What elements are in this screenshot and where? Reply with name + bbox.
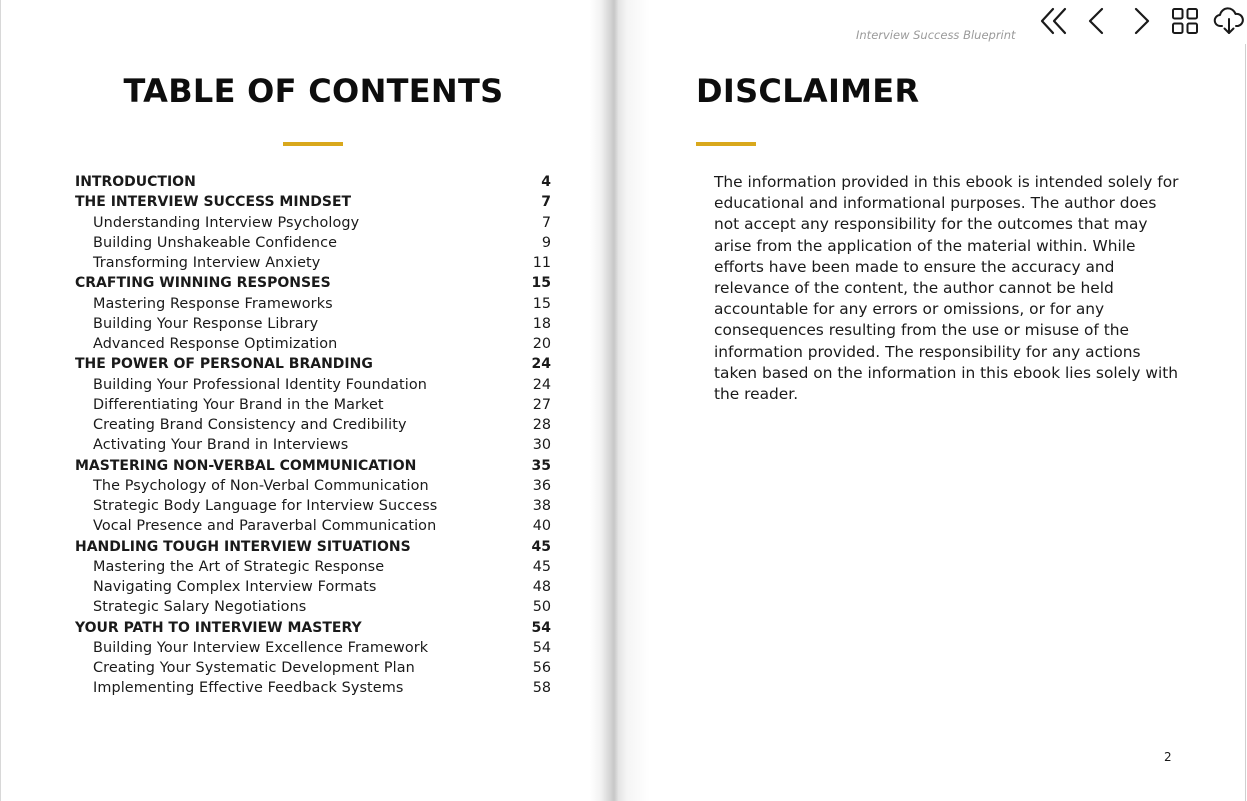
toc-entry-label: THE POWER OF PERSONAL BRANDING xyxy=(75,356,373,373)
toc-subsection-row[interactable] xyxy=(75,314,551,334)
toc-entry-page-number: 58 xyxy=(532,680,551,697)
grid-view-button[interactable] xyxy=(1170,4,1200,38)
toc-subsection-row[interactable] xyxy=(75,476,551,496)
toc-chapter-row[interactable] xyxy=(75,273,551,293)
toc-entry-label: YOUR PATH TO INTERVIEW MASTERY xyxy=(75,619,362,636)
previous-page-button[interactable] xyxy=(1082,4,1110,38)
running-header: Interview Success Blueprint xyxy=(856,28,1016,42)
toc-entry-page-number: 45 xyxy=(531,538,551,555)
toc-entry-page-number: 48 xyxy=(532,579,551,595)
toc-title: TABLE OF CONTENTS xyxy=(123,72,504,110)
toc-entry-label: HANDLING TOUGH INTERVIEW SITUATIONS xyxy=(75,538,411,555)
toc-entry-page-number: 54 xyxy=(532,639,551,656)
toc-entry-page-number: 9 xyxy=(541,234,551,251)
toc-chapter-row[interactable] xyxy=(75,456,551,476)
toc-entry-page-number: 40 xyxy=(532,518,551,535)
toc-entry-page-number: 15 xyxy=(531,275,551,292)
toc-entry-page-number: 24 xyxy=(531,356,551,373)
toc-entry-page-number: 20 xyxy=(532,336,551,352)
toc-chapter-row[interactable] xyxy=(75,192,551,212)
toc-entry-label: Creating Brand Consistency and Credibility xyxy=(93,417,407,433)
toc-subsection-row[interactable] xyxy=(75,375,551,395)
toc-entry-label: Implementing Effective Feedback Systems xyxy=(93,680,404,697)
toc-entry-label: CRAFTING WINNING RESPONSES xyxy=(75,275,331,292)
toc-entry-label: Advanced Response Optimization xyxy=(93,336,338,352)
toc-subsection-row[interactable] xyxy=(75,516,551,536)
toc-entry-page-number: 38 xyxy=(532,498,551,514)
toc-subsection-row[interactable] xyxy=(75,435,551,455)
toc-chapter-row[interactable] xyxy=(75,172,551,192)
toc-entry-page-number: 35 xyxy=(531,457,551,474)
toc-entry-page-number: 30 xyxy=(532,437,551,454)
double-chevron-left-icon xyxy=(1038,6,1068,36)
toc-entry-page-number: 54 xyxy=(531,619,551,636)
toc-subsection-row[interactable] xyxy=(75,638,551,658)
chevron-right-icon xyxy=(1131,6,1153,36)
disclaimer-body: The information provided in this ebook is intended solely for educational and informational purposes. The author does not accept any responsibility for the outcomes that may arise from the application of the material within. While efforts have been made to ensure the accuracy and relevance of the content, the author cannot be held accountable for any errors or omissions, or for any consequences resulting from the use or misuse of the information provided. The responsibility for any actions taken based on the information in this ebook lies solely with the reader. xyxy=(714,173,1179,404)
grid-view-icon xyxy=(1171,7,1199,35)
toc-entry-page-number: 15 xyxy=(532,295,551,312)
download-button[interactable] xyxy=(1212,4,1246,38)
toc-entry-label: Building Your Response Library xyxy=(93,315,319,332)
toc-entry-label: Transforming Interview Anxiety xyxy=(93,255,321,271)
toc-entry-label: Building Your Interview Excellence Framework xyxy=(93,639,429,656)
toc-subsection-row[interactable] xyxy=(75,577,551,597)
chevron-left-icon xyxy=(1085,6,1107,36)
left-page xyxy=(0,0,604,801)
toc-chapter-row[interactable] xyxy=(75,618,551,638)
page-edge xyxy=(1245,44,1246,801)
toc-entry-label: Strategic Salary Negotiations xyxy=(93,599,307,616)
toc-entry-page-number: 4 xyxy=(541,174,551,190)
toc-subsection-row[interactable] xyxy=(75,233,551,253)
toc-entry-label: Differentiating Your Brand in the Market xyxy=(93,396,384,413)
toc-subsection-row[interactable] xyxy=(75,658,551,678)
toc-entry-label: MASTERING NON-VERBAL COMMUNICATION xyxy=(75,457,417,474)
toc-entry-page-number: 50 xyxy=(532,599,551,616)
toc-subsection-row[interactable] xyxy=(75,557,551,577)
toc-subsection-row[interactable] xyxy=(75,678,551,698)
toc-entry-label: INTRODUCTION xyxy=(75,174,196,190)
toc-subsection-row[interactable] xyxy=(75,334,551,354)
toc-entry-page-number: 45 xyxy=(532,558,551,575)
toc-entry-label: Mastering the Art of Strategic Response xyxy=(93,558,385,575)
toc-subsection-row[interactable] xyxy=(75,213,551,233)
toc-entry-page-number: 24 xyxy=(532,376,551,393)
toc-entry-label: Building Unshakeable Confidence xyxy=(93,234,338,251)
toc-entry-label: Vocal Presence and Paraverbal Communication xyxy=(93,518,437,535)
toc-subsection-row[interactable] xyxy=(75,395,551,415)
cloud-download-icon xyxy=(1213,6,1245,36)
toc-chapter-row[interactable] xyxy=(75,537,551,557)
toc-entry-label: Navigating Complex Interview Formats xyxy=(93,579,377,595)
viewer-toolbar xyxy=(1036,4,1247,38)
toc-entry-page-number: 18 xyxy=(532,315,551,332)
toc-entry-label: The Psychology of Non-Verbal Communication xyxy=(93,477,429,494)
toc-entry-label: Activating Your Brand in Interviews xyxy=(93,437,349,454)
toc-subsection-row[interactable] xyxy=(75,415,551,435)
toc-entry-page-number: 7 xyxy=(541,214,551,231)
toc-entry-label: Building Your Professional Identity Foundation xyxy=(93,376,427,393)
toc-entry-label: Mastering Response Frameworks xyxy=(93,295,333,312)
toc-entry-label: Strategic Body Language for Interview Success xyxy=(93,498,438,514)
toc-entry-page-number: 7 xyxy=(541,194,551,211)
toc-entry-page-number: 28 xyxy=(532,417,551,433)
toc-subsection-row[interactable] xyxy=(75,597,551,617)
toc-list xyxy=(75,172,551,699)
toc-entry-page-number: 27 xyxy=(532,396,551,413)
toc-entry-label: Creating Your Systematic Development Plan xyxy=(93,660,415,676)
disclaimer-title: DISCLAIMER xyxy=(696,72,920,110)
toc-entry-label: Understanding Interview Psychology xyxy=(93,214,360,231)
toc-subsection-row[interactable] xyxy=(75,496,551,516)
page-number: 2 xyxy=(1164,750,1172,764)
next-page-button[interactable] xyxy=(1128,4,1156,38)
title-accent-rule xyxy=(283,142,343,146)
toc-entry-page-number: 36 xyxy=(532,477,551,494)
title-accent-rule xyxy=(696,142,756,146)
toc-entry-page-number: 11 xyxy=(532,255,551,271)
toc-chapter-row[interactable] xyxy=(75,354,551,374)
toc-subsection-row[interactable] xyxy=(75,294,551,314)
right-page xyxy=(624,0,1247,801)
toc-entry-page-number: 56 xyxy=(532,660,551,676)
toc-subsection-row[interactable] xyxy=(75,253,551,273)
first-page-button[interactable] xyxy=(1036,4,1070,38)
toc-entry-label: THE INTERVIEW SUCCESS MINDSET xyxy=(75,194,352,211)
